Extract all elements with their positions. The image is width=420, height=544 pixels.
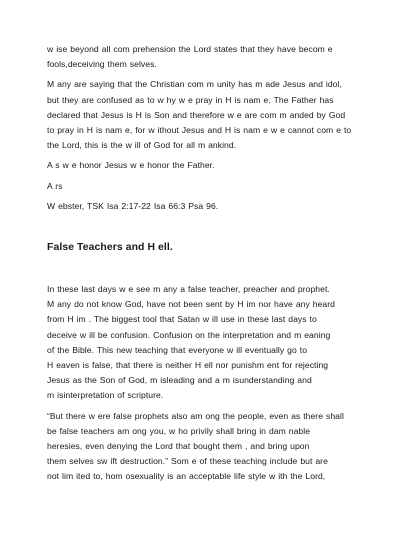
paragraph-author-initials <box>47 179 392 194</box>
text-line: Jesus as the Son of God, m isleading and a m isunderstanding and <box>47 375 312 386</box>
text-line: A rs <box>47 180 63 191</box>
text-line: be false teachers am ong you, w ho privily shall bring in dam nable <box>47 425 311 436</box>
text-line: them selves sw ift destruction.” Som e of these teaching include but are <box>47 456 328 467</box>
text-line: m isinterpretation of scripture. <box>47 390 164 401</box>
text-line: A s w e honor Jesus w e honor the Father. <box>47 160 215 171</box>
paragraph-honor-statement <box>47 158 392 173</box>
section-heading: False Teachers and H ell. <box>47 242 173 254</box>
text-line: not lim ited to, hom osexuality is an acceptable life style w ith the Lord, <box>47 471 326 482</box>
paragraph-intro-continuation <box>47 42 392 72</box>
text-line: heresies, even denying the Lord that bought them , and bring upon <box>47 441 310 452</box>
text-line: w ise beyond all com prehension the Lord states that they have becom e <box>47 44 333 54</box>
paragraph-references <box>47 199 392 214</box>
text-line: fools,deceiving them selves. <box>47 59 157 70</box>
paragraph-scripture-quote <box>47 409 392 485</box>
paragraph-false-teachers <box>47 282 392 404</box>
text-line: “But there w ere false prophets also am ong the people, even as there shall <box>47 410 344 421</box>
text-line: deceive w ill be confusion. Confusion on the interpretation and m eaning <box>47 329 331 340</box>
text-line: W ebster, TSK Isa 2:17-22 Isa 66:3 Psa 96. <box>47 200 219 211</box>
text-line: M any are saying that the Christian com m unity has m ade Jesus and idol, <box>47 79 342 90</box>
text-line: the Lord, this is the w ill of God for all m ankind. <box>47 140 237 151</box>
text-line: H eaven is false, that there is neither H ell nor punishm ent for rejecting <box>47 360 329 371</box>
paragraph-christian-community <box>47 77 392 153</box>
text-line: of the Bible. This new teaching that everyone w ill eventually go to <box>47 344 308 355</box>
text-line: to pray in H is nam e, for w ithout Jesus and H is nam e w e cannot com e to <box>47 125 352 136</box>
text-line: declared that Jesus is H is Son and therefore w e are com m anded by God <box>47 109 346 120</box>
text-line: from H im . The biggest tool that Satan w ill use in these last days to <box>47 314 317 325</box>
text-line: M any do not know God, have not been sent by H im nor have any heard <box>47 299 335 310</box>
text-line: but they are confused as to w hy w e pray in H is nam e. The Father has <box>47 94 334 105</box>
text-line: In these last days w e see m any a false teacher, preacher and prophet. <box>47 284 330 295</box>
